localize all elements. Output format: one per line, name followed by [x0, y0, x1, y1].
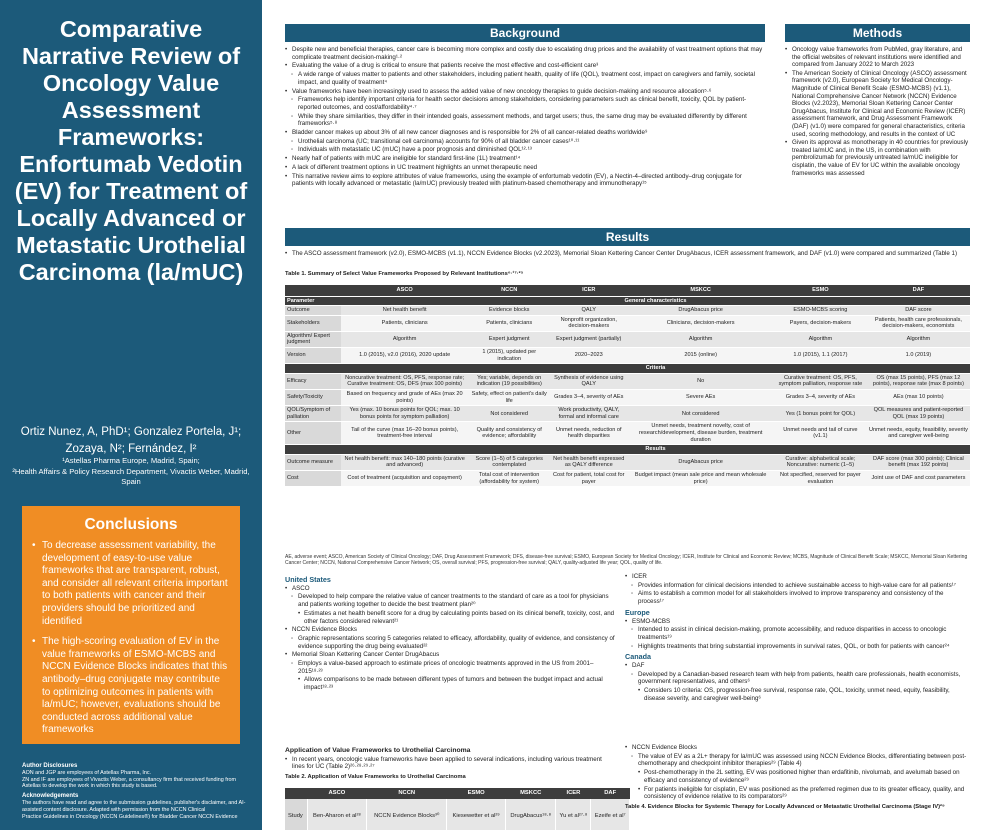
table1-row — [285, 331, 970, 347]
table4-caption: Table 4. Evidence Blocks for Systemic Therapy for Locally Advanced or Metastatic Urothelial Carcinoma (Stage IV)²⁹ — [625, 803, 945, 810]
disclosure-line: AON and JGP are employees of Astellas Pharma, Inc. — [22, 769, 152, 776]
nccn-item: • Post-chemotherapy in the 2L setting, EV was positioned higher than erdafitinib, nivolumab, and avelumab based on efficacy and consistency of evidence²⁹ — [625, 769, 970, 784]
table1-cell: Score (1–5) of 5 categories contemplated — [468, 454, 550, 470]
table1-cell: 1.0 (2015), 1.1 (2017) — [774, 348, 867, 364]
results-intro — [285, 250, 970, 259]
table1-cell: Work productivity, QALY, formal and informal care — [550, 406, 627, 422]
framework-item: • NCCN Evidence Blocks — [285, 626, 615, 634]
regions-left — [285, 573, 615, 693]
table1-cell: Unmet needs, treatment novelty, cost of research/development, disease burden, treatment duration — [627, 422, 774, 445]
table1-cell: Cost for patient, total cost for payer — [550, 470, 627, 486]
table1-row-label: Version — [285, 348, 341, 364]
table1-row-label: Algorithm/ Expert judgment — [285, 331, 341, 347]
table1-cell: Expert judgment — [468, 331, 550, 347]
table1-cell: Patients, clinicians — [341, 315, 468, 331]
table1-header-cell: DAF — [867, 285, 970, 296]
table1-cell: 1.0 (2015), v2.0 (2016), 2020 update — [341, 348, 468, 364]
table1-cell: Net health benefit expressed as QALY difference — [550, 454, 627, 470]
table1-cell: Algorithm — [867, 331, 970, 347]
table1-row — [285, 373, 970, 389]
table1-abbreviations: AE, adverse event; ASCO, American Society of Clinical Oncology; DAF, Drug Assessment Framework; DFS, disease-free survival; ESMO, European Society for Medical Oncology; ICER, Institute for Clinical and Economic Review; MCBS, Magnitude of Clinical Benefit Scale; MSKCC, Memorial Sloan Kettering Cancer Center; NCCN, National Comprehensive Cancer Network; OS, overall survival; PFS, progression-free survival; QALY, quality-adjusted life year; QOL, quality of life. — [285, 554, 968, 567]
table1-cell: Grades 3–4, severity of AEs — [550, 390, 627, 406]
application-section — [285, 744, 615, 782]
region-heading: Canada — [625, 652, 651, 662]
table1-cell: Synthesis of evidence using QALY — [550, 373, 627, 389]
table1-header-row — [285, 285, 970, 296]
table1-row-label: Other — [285, 422, 341, 445]
authors: Ortiz Nunez, A, PhD¹; Gonzalez Portela, J¹; Zozaya, N²; Fernández, I² — [20, 426, 242, 455]
table1-cell: Net health benefit: max 140–180 points (curative and advanced) — [341, 454, 468, 470]
conclusions-heading: Conclusions — [84, 516, 178, 533]
results-intro-text: • The ASCO assessment framework (v2.0), ESMO-MCBS (v1.1), NCCN Evidence Blocks (v2.2023), Memorial Sloan Kettering Cancer Center DrugAbacus, ICER assessment framework, and DAF (v1.0) were compared and summarized (Table 1) — [285, 250, 970, 258]
region-list — [625, 744, 970, 801]
table1-cell: 1.0 (2019) — [867, 348, 970, 364]
table1-row — [285, 422, 970, 445]
table2-cell: NCCN Evidence Blocks³⁰ — [367, 799, 447, 830]
table1-cell: Patients, clinicians — [468, 315, 550, 331]
table1-cell: Expert judgment (partially) — [550, 331, 627, 347]
background-item: • A lack of different treatment options in UC treatment highlights an unmet therapeutic need — [285, 164, 765, 172]
table1-row-label: Cost — [285, 470, 341, 486]
framework-item: • ESMO-MCBS — [625, 618, 970, 626]
table1-header-cell: NCCN — [468, 285, 550, 296]
table1-cell: Not considered — [627, 406, 774, 422]
framework-item: • ASCO — [285, 585, 615, 593]
framework-item: ◦ Developed by a Canadian-based research team with help from patients, health care professionals, health economists, government representatives, and others⁶ — [625, 671, 970, 686]
table1-row — [285, 306, 970, 316]
region-list — [285, 585, 615, 692]
table1-cell: Yes (max. 10 bonus points for QOL; max. 10 bonus points for symptom palliation) — [341, 406, 468, 422]
table1-cell: Yes (1 bonus point for QOL) — [774, 406, 867, 422]
table2-header-cell: DAF — [591, 788, 630, 799]
table1-cell: Unmet needs, equity, feasibility, severity and caregiver well-being — [867, 422, 970, 445]
table2-cell: Yu et al²⁷·⁸ — [556, 799, 591, 830]
framework-item: • Considers 10 criteria: OS, progression-free survival, response rate, QOL, toxicity, unmet need, equity, feasibility, disease severity, and caregiver well-being⁶ — [625, 687, 970, 702]
table1-row-label: Safety/Toxicity — [285, 390, 341, 406]
table1-row-label: QOL/Symptom of palliation — [285, 406, 341, 422]
table1-cell: Unmet needs, reduction of health disparities — [550, 422, 627, 445]
background-item: ◦ Individuals with metastatic UC (mUC) have a poor prognosis and diminished QOL¹²·¹³ — [285, 146, 765, 154]
background-header: Background — [285, 24, 765, 42]
table2-header-cell: MSKCC — [505, 788, 556, 799]
nccn-section — [625, 744, 970, 812]
table1-row — [285, 470, 970, 486]
table1-cell: Based on frequency and grade of AEs (max 20 points) — [341, 390, 468, 406]
methods-item: • Given its approval as monotherapy in 40 countries for previously treated la/mUC and, in the US, in combination with pembrolizumab for previously untreated la/mUC ineligible for cisplatin, the value of EV for UC within the available oncology frameworks was assessed — [785, 139, 970, 177]
background-item: ◦ Urothelial carcinoma (UC; transitional cell carcinoma) accounts for 90% of all bladder cancer cases¹⁰·¹¹ — [285, 138, 765, 146]
table1-cell: Yes; variable, depends on indication (19 possibilities) — [468, 373, 550, 389]
table1 — [285, 285, 970, 487]
table1-cell: 2020–2023 — [550, 348, 627, 364]
table1-row — [285, 454, 970, 470]
table1-cell: 1 (2015), updated per indication — [468, 348, 550, 364]
table1-cell: Quality and consistency of evidence; affordability — [468, 422, 550, 445]
region-list — [625, 662, 970, 703]
table1-cell: QALY — [550, 306, 627, 316]
framework-item: ◦ Developed to help compare the relative value of cancer treatments to the standard of care as a tool for physicians and patients working together to decide the best treatment plan²⁰ — [285, 593, 615, 608]
application-intro: • In recent years, oncologic value frameworks have been applied to several indications, including various treatment lines for UC (Table 2)²⁶·²⁸·²⁹·²⁷ — [285, 756, 615, 771]
disclosures — [22, 760, 252, 820]
table1-row — [285, 390, 970, 406]
table1-row-label: Efficacy — [285, 373, 341, 389]
background-item: • Despite new and beneficial therapies, cancer care is becoming more complex and costly due to escalating drug prices and the availability of vast treatment options that may complicate treatment decision-making¹·² — [285, 46, 765, 61]
table1-cell: Net health benefit — [341, 306, 468, 316]
table2-cell: Ezeife et al⁷ — [591, 799, 630, 830]
affiliation-2: ²Health Affairs & Policy Research Department, Vivactis Weber, Madrid, Spain — [12, 466, 250, 486]
disclosures-heading: Author Disclosures — [22, 763, 78, 769]
framework-item: ◦ Aims to establish a common model for all stakeholders involved to improve transparency and consistency of the process¹⁷ — [625, 590, 970, 605]
nccn-item: ◦ The value of EV as a 2L+ therapy for la/mUC was assessed using NCCN Evidence Blocks, differentiating between post-chemotherapy and checkpoint inhibitor therapies²⁹ (Table 4) — [625, 753, 970, 768]
table1-cell: Curative: alphabetical scale; Noncurative: numeric (1–5) — [774, 454, 867, 470]
table1-band-row — [285, 445, 970, 455]
regions-right — [625, 573, 970, 704]
table2-header-cell: ESMO — [447, 788, 506, 799]
background-item: • Evaluating the value of a drug is critical to ensure that patients receive the most effective and cost-efficient care³ — [285, 62, 765, 70]
background-item: ◦ While they share similarities, they differ in their intended goals, assessment methods, and target users; thus, the same drug may be evaluated differently by different frameworks⁵·⁸ — [285, 113, 765, 128]
background-item: • Value frameworks have been increasingly used to assess the added value of new oncology therapies to guide decision-making and resource allocation⁵·⁶ — [285, 88, 765, 96]
table1-cell: Safety, effect on patient's daily life — [468, 390, 550, 406]
table1-caption: Table 1. Summary of Select Value Frameworks Proposed by Relevant Institutions⁶·¹⁷·²⁵ — [285, 271, 524, 277]
background-section — [285, 46, 765, 189]
affiliations — [8, 456, 254, 488]
table2-cell: Study — [285, 799, 307, 830]
table1-row — [285, 348, 970, 364]
table2-cell: DrugAbacus¹⁸·⁸ — [505, 799, 556, 830]
table1-cell: Tail of the curve (max 16–20 bonus points), treatment-free interval — [341, 422, 468, 445]
table1-band-row — [285, 364, 970, 374]
framework-item: • Estimates a net health benefit score for a drug by calculating points based on its clinical benefit, toxicity, cost, and other factors considered relevant²¹ — [285, 610, 615, 625]
table1-header-cell: ASCO — [341, 285, 468, 296]
table1-row-label: Outcome measure — [285, 454, 341, 470]
table1-row — [285, 406, 970, 422]
left-panel — [0, 0, 262, 830]
table1-header-cell — [285, 285, 341, 296]
table2-cell: Kiesewetter et al²⁹ — [447, 799, 506, 830]
table2-header-cell: ICER — [556, 788, 591, 799]
table1-row-label: Outcome — [285, 306, 341, 316]
table1-cell: Algorithm — [627, 331, 774, 347]
background-item: • Bladder cancer makes up about 3% of all new cancer diagnoses and is responsible for 2% of all cancer-related deaths worldwide⁹ — [285, 129, 765, 137]
table1-cell: Curative treatment: OS, PFS, symptom palliation, response rate — [774, 373, 867, 389]
table1-band: Results — [341, 445, 970, 455]
ack-line: The authors have read and agree to the submission guidelines, publisher's disclaimer, and AI-assisted content disclosure. Adapted with permission from the NCCN Clinical — [22, 799, 246, 813]
nccn-item: • For patients ineligible for cisplatin, EV was positioned as the preferred regimen due to its greater efficacy, quality, and consistency of evidence relative to its comparators²⁹ — [625, 786, 970, 801]
methods-list — [785, 46, 970, 177]
table1-cell: Patients, health care professionals, decision-makers, economists — [867, 315, 970, 331]
background-item: ◦ A wide range of values matter to patients and other stakeholders, including patient health, quality of life (QOL), treatment cost, impact on caregivers and family, societal impact, and quality of treatment⁴ — [285, 71, 765, 86]
table1-cell: DAF score (max 300 points); Clinical benefit (max 192 points) — [867, 454, 970, 470]
table1-row-label: Stakeholders — [285, 315, 341, 331]
table2-header-cell: NCCN — [367, 788, 447, 799]
table2-cell: Ben-Aharon et al²⁸ — [307, 799, 366, 830]
table1-cell: Total cost of intervention (affordability for system) — [468, 470, 550, 486]
table1-cell: Budget impact (mean sale price and mean wholesale price) — [627, 470, 774, 486]
table1-cell: Not specified, reserved for payer evaluation — [774, 470, 867, 486]
framework-item: ◦ Employs a value-based approach to estimate prices of oncologic treatments approved in the US from 2001–2015¹⁸·²³ — [285, 660, 615, 675]
nccn-item: • NCCN Evidence Blocks — [625, 744, 970, 752]
framework-item: • ICER — [625, 573, 970, 581]
methods-item: • Oncology value frameworks from PubMed, gray literature, and the official websites of relevant institutions were identified and compared from January 2022 to March 2023 — [785, 46, 970, 69]
framework-item: ◦ Provides information for clinical decisions intended to achieve sustainable access to high-value care for all patients¹⁷ — [625, 582, 970, 590]
conclusion-item: • The high-scoring evaluation of EV in the value frameworks of ESMO-MCBS and NCCN Evidence Blocks indicates that this antibody–drug conjugate may contribute to optimizing outcomes in patients with la/mUC; however, evaluations should be conducted across additional value frameworks — [32, 636, 230, 737]
table2-caption: Table 2. Application of Value Frameworks to Urothelial Carcinoma — [285, 774, 466, 781]
framework-item: • Memorial Sloan Kettering Cancer Center DrugAbacus — [285, 651, 615, 659]
affiliation-1: ¹Astellas Pharma Europe, Madrid, Spain; — [62, 456, 200, 465]
framework-item: • Allows comparisons to be made between different types of tumors and between the budget impact and actual impact¹⁸·²³ — [285, 676, 615, 691]
table1-band: Criteria — [341, 364, 970, 374]
region-heading: United States — [285, 575, 331, 584]
table1-band: General characteristics — [341, 296, 970, 306]
table1-cell: Noncurative treatment: OS, PFS, response rate; Curative treatment: OS, DFS (max 100 points) — [341, 373, 468, 389]
table1-cell: Payers, decision-makers — [774, 315, 867, 331]
region-heading: Europe — [625, 607, 650, 617]
background-item: • This narrative review aims to explore attributes of value frameworks, using the example of enfortumab vedotin (EV), a Nectin-4–directed antibody–drug conjugate for patients with locally advanced or metastatic (la/mUC) previously treated with platinum-based chemotherapy and immunotherapy¹⁵ — [285, 173, 765, 188]
table1-cell: Cost of treatment (acquisition and copayment) — [341, 470, 468, 486]
table1-cell: QOL measures and patient-reported QOL (max 19 points) — [867, 406, 970, 422]
methods-section — [785, 46, 970, 178]
region-list — [625, 618, 970, 651]
table1-header-cell: ICER — [550, 285, 627, 296]
table2-header-cell — [285, 788, 307, 799]
background-item: • Nearly half of patients with mUC are ineligible for standard first-line (1L) treatment¹⁴ — [285, 155, 765, 163]
table2 — [285, 788, 630, 830]
table1-cell: Nonprofit organization, decision-makers — [550, 315, 627, 331]
region-list — [625, 573, 970, 606]
results-header: Results — [285, 228, 970, 246]
framework-item: ◦ Intended to assist in clinical decision-making, promote accessibility, and reduce disparities in access to oncologic treatments¹⁹ — [625, 626, 970, 641]
table1-band-label: Parameter — [285, 296, 341, 306]
table1-cell: Unmet needs and tail of curve (v1.1) — [774, 422, 867, 445]
table1-cell: Evidence blocks — [468, 306, 550, 316]
table1-cell: Grades 3–4, severity of AEs — [774, 390, 867, 406]
framework-item: ◦ Graphic representations scoring 5 categories related to efficacy, affordability, quality of evidence, and consistency of evidence supporting the drug being evaluated²² — [285, 635, 615, 650]
table1-cell: Algorithm — [774, 331, 867, 347]
framework-item: ◦ Highlights treatments that bring substantial improvements in survival rates, QOL, or both for patients with cancer²⁴ — [625, 643, 970, 651]
table1-cell: Algorithm — [341, 331, 468, 347]
table1-cell: ESMO-MCBS scoring — [774, 306, 867, 316]
methods-item: • The American Society of Clinical Oncology (ASCO) assessment framework (v2.0), European Society for Medical Oncology-Magnitude of Clinical Benefit Scale (ESMO-MCBS) (v1.1), National Comprehensive Cancer Network (NCCN) Evidence Blocks (v2.2023), Memorial Sloan Kettering Cancer Center DrugAbacus, Institute for Clinical and Economic Review (ICER) assessment framework, and Drug Assessment Framework (DAF) (v1.0) were compared for general characteristics, criteria used, scoring methodology, and results in the context of UC — [785, 70, 970, 138]
ack-line: Practice Guidelines in Oncology (NCCN Guidelines®) for Bladder Cancer NCCN Evidence — [22, 813, 238, 820]
table1-cell: No — [627, 373, 774, 389]
table1-header-cell: MSKCC — [627, 285, 774, 296]
framework-item: • DAF — [625, 662, 970, 670]
table1-cell: DAF score — [867, 306, 970, 316]
table1-row — [285, 315, 970, 331]
acknowledgements-heading: Acknowledgements — [22, 793, 79, 800]
table1-cell: AEs (max 10 points) — [867, 390, 970, 406]
table1-header-cell: ESMO — [774, 285, 867, 296]
table1-cell: OS (max 15 points), PFS (max 12 points), response rate (max 8 points) — [867, 373, 970, 389]
conclusion-item: • To decrease assessment variability, the development of easy-to-use value frameworks that are transparent, robust, and consider all relevant criteria important to both patients with cancer and their providers should be prioritized and identified — [32, 540, 230, 628]
table1-cell: Severe AEs — [627, 390, 774, 406]
table1-band-label — [285, 445, 341, 455]
background-item: ◦ Frameworks help identify important criteria for health sector decisions among stakeholders, considering parameters such as clinical benefit, toxicity, QOL by patient-reported outcomes, and cost/affordability⁴·⁷ — [285, 96, 765, 111]
conclusions-list — [32, 540, 230, 737]
table1-cell: 2015 (online) — [627, 348, 774, 364]
table1-cell: Not considered — [468, 406, 550, 422]
poster-title: Comparative Narrative Review of Oncology Value Assessment Frameworks: Enfortumab Vedotin (EV) for Treatment of Locally Advanced or Metastatic Urothelial Carcinoma (la/mUC) — [14, 16, 248, 285]
application-heading: Application of Value Frameworks to Urothelial Carcinoma — [285, 747, 471, 754]
table2-header-row — [285, 788, 630, 799]
table1-cell: DrugAbacus price — [627, 306, 774, 316]
table1-band-label — [285, 364, 341, 374]
background-list — [285, 46, 765, 188]
table1-cell: Clinicians, decision-makers — [627, 315, 774, 331]
table2-row — [285, 799, 630, 830]
table1-band-row — [285, 296, 970, 306]
conclusions-box — [22, 506, 240, 744]
disclosure-line: ZN and IF are employees of Vivactis Weber, a consultancy firm that received funding from Astellas to develop the work in which this study is based. — [22, 776, 237, 790]
table2-header-cell: ASCO — [307, 788, 366, 799]
table1-cell: DrugAbacus price — [627, 454, 774, 470]
table1-cell: Joint use of DAF and cost parameters — [867, 470, 970, 486]
methods-header: Methods — [785, 24, 970, 42]
